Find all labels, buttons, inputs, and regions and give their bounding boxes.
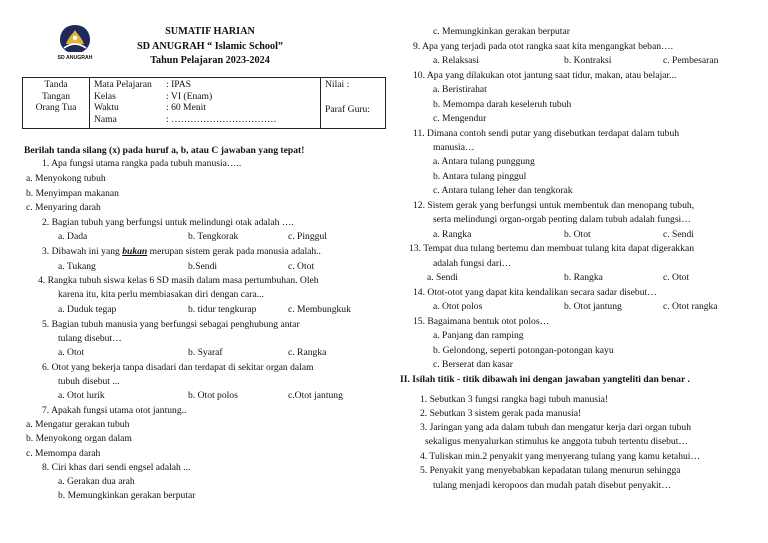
question-10: 10. Apa yang dilakukan otot jantung saat tidur, makan, atau belajar... bbox=[413, 70, 677, 81]
q14-option-a[interactable]: a. Otot polos bbox=[433, 301, 483, 312]
identity-table bbox=[22, 77, 386, 129]
logo-text: SD ANUGRAH bbox=[57, 55, 93, 61]
q7-option-c[interactable]: c. Memompa darah bbox=[26, 448, 101, 459]
q1-option-a[interactable]: a. Menyokong tubuh bbox=[26, 173, 106, 184]
q14-option-b[interactable]: b. Otot jantung bbox=[564, 301, 622, 312]
school-logo bbox=[56, 22, 94, 66]
q2-option-c[interactable]: c. Pinggul bbox=[288, 231, 327, 242]
q1-option-c[interactable]: c. Menyaring darah bbox=[26, 202, 101, 213]
question-7: 7. Apakah fungsi utama otot jantung.. bbox=[42, 405, 187, 416]
name-field[interactable]: : …………………………… bbox=[166, 113, 277, 125]
question-5-line2: tulang disebut… bbox=[58, 333, 122, 344]
question-14: 14. Otot-otot yang dapat kita kendalikan secara sadar disebut… bbox=[413, 287, 657, 298]
q2-option-a[interactable]: a. Dada bbox=[58, 231, 88, 242]
q13-option-c[interactable]: c. Otot bbox=[663, 272, 690, 283]
q5-option-b[interactable]: b. Syaraf bbox=[188, 347, 223, 358]
question-13-line1: 13. Tempat dua tulang bertemu dan membuat tulang kita dapat digerakkan bbox=[409, 243, 695, 254]
header-year: Tahun Pelajaran 2023-2024 bbox=[150, 55, 270, 66]
question-8: 8. Ciri khas dari sendi engsel adalah ... bbox=[42, 462, 191, 473]
question-11-line1: 11. Dimana contoh sendi putar yang disebutkan terdapat dalam tubuh bbox=[413, 128, 680, 139]
q12-option-a[interactable]: a. Rangka bbox=[433, 229, 472, 240]
tangan-label: Tangan bbox=[41, 90, 71, 102]
question-1: 1. Apa fungsi utama rangka pada tubuh manusia….. bbox=[42, 158, 242, 169]
q8-option-c[interactable]: c. Memungkinkan gerakan berputar bbox=[433, 26, 570, 37]
question-9: 9. Apa yang terjadi pada otot rangka saat kita mengangkat beban…. bbox=[413, 41, 674, 52]
question-12-line1: 12. Sistem gerak yang berfungsi untuk membentuk dan menopang tubuh, bbox=[413, 200, 695, 211]
q4-option-b[interactable]: b. tidur tengkurap bbox=[188, 304, 257, 315]
q3-emphasis: bukan bbox=[122, 246, 148, 257]
q13-option-a[interactable]: a. Sendi bbox=[427, 272, 458, 283]
q8-option-b[interactable]: b. Memungkinkan gerakan berputar bbox=[58, 490, 196, 501]
q4-option-a[interactable]: a. Duduk tegap bbox=[58, 304, 117, 315]
teacher-signature-label: Paraf Guru: bbox=[325, 103, 371, 115]
q3-text-pre: 3. Dibawah ini yang bbox=[42, 246, 123, 257]
q14-option-c[interactable]: c. Otot rangka bbox=[663, 301, 718, 312]
q12-option-b[interactable]: b. Otot bbox=[564, 229, 591, 240]
q6-option-b[interactable]: b. Otot polos bbox=[188, 390, 238, 401]
essay-3-line2: sekaligus menyalurkan stimulus ke anggota tubuh tertentu disebut… bbox=[425, 436, 688, 447]
question-12-line2: serta melindungi organ-orgab penting dalam tubuh adalah fungsi… bbox=[433, 214, 691, 225]
q12-option-c[interactable]: c. Sendi bbox=[663, 229, 694, 240]
q5-option-a[interactable]: a. Otot bbox=[58, 347, 85, 358]
name-label: Nama bbox=[94, 113, 117, 125]
class-label: Kelas bbox=[94, 90, 116, 102]
essay-5-line1: 5. Penyakit yang menyebabkan kepadatan tulang menurun sehingga bbox=[420, 465, 681, 476]
essay-5-line2: tulang menjadi keropoos dan mudah patah disebut penyakit… bbox=[433, 480, 671, 491]
question-2: 2. Bagian tubuh yang berfungsi untuk melindungi otak adalah …. bbox=[42, 217, 294, 228]
orang-tua-label: Orang Tua bbox=[35, 102, 77, 114]
subject-value: : IPAS bbox=[166, 79, 191, 90]
essay-4: 4. Tuliskan min.2 penyakit yang menyerang tulang yang kamu ketahui… bbox=[420, 451, 701, 462]
q3-option-c[interactable]: c. Otot bbox=[288, 261, 315, 272]
question-15: 15. Bagaimana bentuk otot polos… bbox=[413, 316, 550, 327]
question-11-line2: manusia… bbox=[433, 142, 475, 153]
essay-1: 1. Sebutkan 3 fungsi rangka bagi tubuh manusia! bbox=[420, 394, 609, 405]
class-value: : VI (Enam) bbox=[166, 90, 213, 102]
q5-option-c[interactable]: c. Rangka bbox=[288, 347, 327, 358]
q7-option-b[interactable]: b. Menyokong organ dalam bbox=[26, 433, 132, 444]
q9-option-c[interactable]: c. Pembesaran bbox=[663, 55, 719, 66]
q9-option-b[interactable]: b. Kontraksi bbox=[564, 55, 612, 66]
section1-title: Berilah tanda silang (x) pada huruf a, b, atau C jawaban yang tepat! bbox=[24, 145, 305, 156]
subject-label: Mata Pelajaran bbox=[94, 79, 152, 90]
time-label: Waktu bbox=[94, 102, 119, 114]
question-6-line1: 6. Otot yang bekerja tanpa disadari dan terdapat di sekitar organ dalam bbox=[42, 362, 314, 373]
q10-option-a[interactable]: a. Beristirahat bbox=[433, 84, 487, 95]
q2-option-b[interactable]: b. Tengkorak bbox=[188, 231, 239, 242]
question-4-line1: 4. Rangka tubuh siswa kelas 6 SD masih dalam masa pertumbuhan. Oleh bbox=[38, 275, 319, 286]
header-title: SUMATIF HARIAN bbox=[165, 26, 255, 37]
question-6-line2: tubuh disebut ... bbox=[58, 376, 120, 387]
section2-title: II. Isilah titik - titik dibawah ini dengan jawaban yangteliti dan benar . bbox=[400, 374, 690, 385]
header-school: SD ANUGRAH “ Islamic School” bbox=[136, 41, 284, 52]
q15-option-a[interactable]: a. Panjang dan ramping bbox=[433, 330, 524, 341]
subject-info-cell bbox=[90, 78, 321, 129]
q7-option-a[interactable]: a. Mengatur gerakan tubuh bbox=[26, 419, 130, 430]
tanda-label: Tanda bbox=[44, 79, 68, 90]
parent-signature-cell bbox=[23, 78, 90, 129]
q15-option-c[interactable]: c. Berserat dan kasar bbox=[433, 359, 513, 370]
q11-option-c[interactable]: c. Antara tulang leher dan tengkorak bbox=[433, 185, 573, 196]
q11-option-b[interactable]: b. Antara tulang pinggul bbox=[433, 171, 527, 182]
q3-option-a[interactable]: a. Tukang bbox=[58, 261, 96, 272]
q13-option-b[interactable]: b. Rangka bbox=[564, 272, 603, 283]
question-3 bbox=[42, 246, 321, 259]
question-13-line2: adalah fungsi dari… bbox=[433, 258, 512, 269]
q6-option-c[interactable]: c.Otot jantung bbox=[288, 390, 343, 401]
q8-option-a[interactable]: a. Gerakan dua arah bbox=[58, 476, 135, 487]
grade-label: Nilai : bbox=[325, 79, 350, 90]
q15-option-b[interactable]: b. Gelondong, seperti potongan-potongan kayu bbox=[433, 345, 614, 356]
grade-cell bbox=[321, 78, 386, 129]
q6-option-a[interactable]: a. Otot lurik bbox=[58, 390, 105, 401]
q9-option-a[interactable]: a. Relaksasi bbox=[433, 55, 479, 66]
q10-option-c[interactable]: c. Mengendur bbox=[433, 113, 487, 124]
q4-option-c[interactable]: c. Membungkuk bbox=[288, 304, 351, 315]
q10-option-b[interactable]: b. Memompa darah keseleruh tubuh bbox=[433, 99, 572, 110]
q3-text-post: merupan sistem gerak pada manusia adalah.. bbox=[147, 246, 321, 257]
question-4-line2: karena itu, kita perlu membiasakan diri dengan cara... bbox=[58, 289, 264, 300]
q1-option-b[interactable]: b. Menyimpan makanan bbox=[26, 188, 119, 199]
essay-2: 2. Sebutkan 3 sistem gerak pada manusia! bbox=[420, 408, 582, 419]
q11-option-a[interactable]: a. Antara tulang punggung bbox=[433, 156, 535, 167]
time-value: : 60 Menit bbox=[166, 102, 206, 114]
essay-3-line1: 3. Jaringan yang ada dalam tubuh dan mengatur kerja dari organ tubuh bbox=[420, 422, 692, 433]
q3-option-b[interactable]: b.Sendi bbox=[188, 261, 218, 272]
question-5-line1: 5. Bagian tubuh manusia yang berfungsi sebagai penghubung antar bbox=[42, 319, 300, 330]
